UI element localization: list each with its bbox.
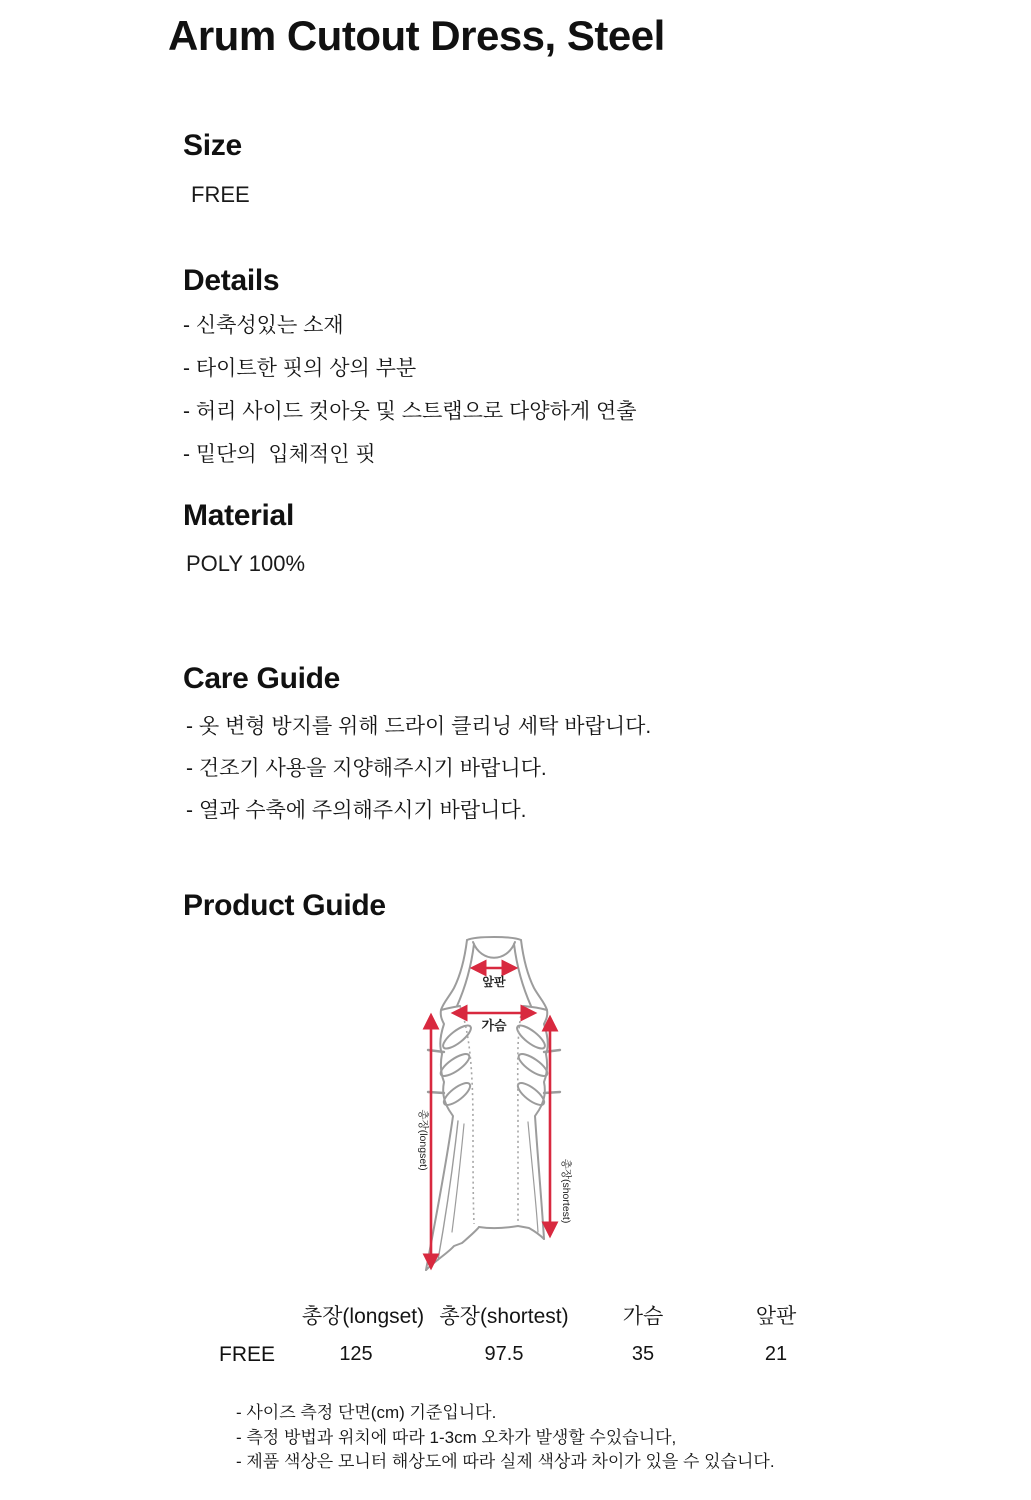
product-guide-heading: Product Guide — [183, 889, 386, 922]
column-header-chest: 가슴 — [622, 1305, 664, 1328]
column-header-length-longest: 총장(longset) — [301, 1305, 425, 1328]
note-item: - 사이즈 측정 단면(cm) 기준입니다. — [236, 1403, 497, 1422]
column-header-front-panel: 앞판 — [755, 1305, 797, 1328]
measurement-notes — [236, 1401, 775, 1475]
length-longest-label: 총장(longset) — [417, 1109, 429, 1171]
care-guide-item: - 열과 수축에 주의해주시기 바랍니다. — [186, 799, 527, 822]
front-panel-label: 앞판 — [482, 975, 506, 989]
material-heading: Material — [183, 499, 294, 532]
table-cell-length-longest: 125 — [339, 1343, 373, 1365]
details-list — [183, 315, 637, 466]
size-heading: Size — [183, 129, 242, 162]
column-header-length-shortest: 총장(shortest) — [439, 1305, 569, 1328]
care-guide-item: - 건조기 사용을 지양해주시기 바랍니다. — [186, 757, 547, 780]
dress-seam-dotted-lines — [460, 1006, 523, 1224]
details-item: - 밑단의 입체적인 핏 — [183, 443, 376, 466]
details-item: - 허리 사이드 컷아웃 및 스트랩으로 다양하게 연출 — [183, 400, 637, 423]
care-guide-list — [186, 716, 651, 822]
details-heading: Details — [183, 264, 280, 297]
table-cell-front-panel: 21 — [764, 1343, 788, 1365]
note-item: - 제품 색상은 모니터 해상도에 따라 실제 색상과 차이가 있을 수 있습니다. — [236, 1452, 775, 1471]
material-value: POLY 100% — [186, 551, 306, 576]
note-item: - 측정 방법과 위치에 따라 1-3cm 오차가 발생할 수있습니다, — [236, 1427, 677, 1447]
table-row-label: FREE — [218, 1343, 276, 1366]
details-item: - 타이트한 핏의 상의 부분 — [183, 357, 417, 380]
size-value: FREE — [191, 182, 250, 207]
page-title: Arum Cutout Dress, Steel — [168, 12, 665, 59]
length-shortest-label: 총장(shortest) — [560, 1158, 572, 1224]
chest-label: 가슴 — [481, 1018, 507, 1033]
dress-measurement-diagram — [378, 926, 628, 1286]
care-guide-heading: Care Guide — [183, 662, 341, 695]
details-item: - 신축성있는 소재 — [183, 314, 344, 337]
table-cell-chest: 35 — [631, 1343, 655, 1365]
table-cell-length-shortest: 97.5 — [484, 1343, 524, 1365]
care-guide-item: - 옷 변형 방지를 위해 드라이 클리닝 세탁 바랍니다. — [186, 715, 652, 738]
